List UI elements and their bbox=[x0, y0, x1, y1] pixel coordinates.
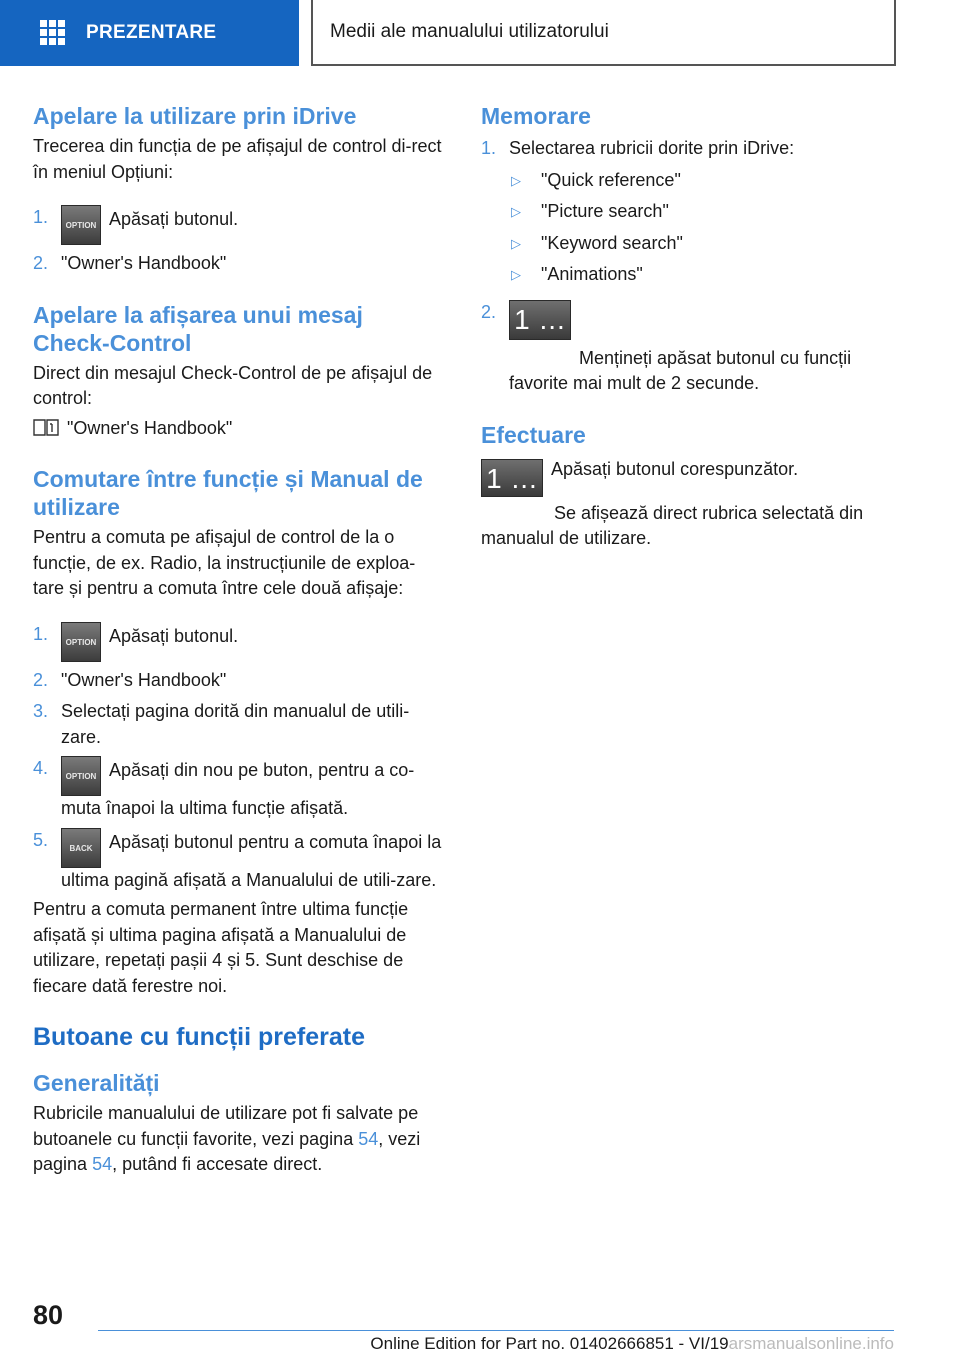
list-item bbox=[33, 828, 445, 894]
header-title: Medii ale manualului utilizatorului bbox=[330, 21, 609, 42]
header-section-label: PREZENTARE bbox=[86, 22, 217, 43]
bullet-item bbox=[481, 231, 901, 257]
header-section-tab[interactable] bbox=[0, 0, 299, 66]
step-number: 2. bbox=[33, 253, 49, 273]
section-title: Generalități bbox=[33, 1070, 160, 1096]
left-column bbox=[33, 100, 445, 1178]
bullet-item bbox=[481, 168, 901, 194]
bullet-text: "Quick reference" bbox=[541, 169, 681, 190]
chapter-title: Butoane cu funcții preferate bbox=[33, 1023, 365, 1051]
list-item bbox=[33, 699, 445, 750]
text-fragment: , putând fi accesate direct. bbox=[112, 1154, 323, 1174]
step-number: 5. bbox=[33, 829, 49, 850]
list-item bbox=[33, 416, 445, 442]
list-item bbox=[481, 136, 901, 162]
list-item bbox=[33, 756, 445, 822]
favorite-buttons-icon: 1 ... 7 bbox=[481, 459, 543, 497]
list-item bbox=[33, 205, 445, 245]
step-number: 1. bbox=[33, 623, 49, 644]
page-number: 80 bbox=[33, 1300, 64, 1330]
footer-divider bbox=[98, 1330, 894, 1331]
paragraph: Trecerea din funcția de pe afișajul de control di-rect în meniul Opțiuni: bbox=[33, 136, 442, 182]
paragraph: Pentru a comuta pe afișajul de control de la o funcție, de ex. Radio, la instrucțiunile de exploa-tare și pentru a comuta între cele două afișaje: bbox=[33, 527, 416, 598]
triangle-bullet-icon: ▷ bbox=[511, 235, 521, 251]
section-title: Apelare la afișarea unui mesaj Check-Control bbox=[33, 301, 363, 356]
step-text: Mențineți apăsat butonul cu funcții favorite mai mult de 2 secunde. bbox=[509, 347, 852, 393]
option-button-icon: OPTION bbox=[61, 205, 101, 245]
list-item bbox=[33, 668, 445, 694]
step-text: Selectați pagina dorită din manualul de utili-zare. bbox=[61, 701, 410, 747]
triangle-bullet-icon: ▷ bbox=[511, 172, 521, 188]
bullet-item bbox=[481, 199, 901, 225]
step-text: Apăsați din nou pe buton, pentru a co-muta înapoi la ultima funcție afișată. bbox=[61, 760, 415, 818]
paragraph bbox=[33, 1101, 445, 1178]
option-button-icon: OPTION bbox=[61, 622, 101, 662]
step-text: "Owner's Handbook" bbox=[61, 253, 227, 273]
list-item bbox=[33, 251, 445, 277]
footer-edition bbox=[98, 1334, 894, 1354]
paragraph: Se afișează direct rubrica selectată din manualul de utilizare. bbox=[481, 502, 864, 548]
section-title: Memorare bbox=[481, 103, 591, 129]
bullet-text: "Animations" bbox=[541, 264, 643, 284]
step-number: 2. bbox=[481, 301, 497, 322]
triangle-bullet-icon: ▷ bbox=[511, 267, 521, 282]
triangle-bullet-icon: ▷ bbox=[511, 204, 521, 219]
paragraph: Direct din mesajul Check-Control de pe afișajul de control: bbox=[33, 362, 433, 408]
bullet-text: "Keyword search" bbox=[541, 232, 683, 253]
item-text: "Owner's Handbook" bbox=[67, 417, 233, 438]
watermark-text: arsmanualsonline.info bbox=[728, 1334, 894, 1353]
text-fragment: Rubricile manualului de utilizare pot fi salvate pe butoanele cu funcții favorite, vezi pagina bbox=[33, 1103, 419, 1149]
right-column bbox=[481, 100, 901, 552]
step-number: 1. bbox=[33, 207, 49, 227]
text-fragment: , vezi pagina bbox=[33, 1128, 421, 1174]
step-number: 2. bbox=[33, 669, 49, 690]
step-text: "Owner's Handbook" bbox=[61, 669, 227, 690]
step-number: 3. bbox=[33, 701, 49, 721]
step-text: Selectarea rubricii dorite prin iDrive: bbox=[509, 138, 795, 158]
step-number: 4. bbox=[33, 758, 49, 778]
step-text: Apăsați butonul. bbox=[109, 625, 239, 646]
section-title: Apelare la utilizare prin iDrive bbox=[33, 103, 357, 129]
step-number: 1. bbox=[481, 138, 497, 158]
back-button-icon: BACK bbox=[61, 828, 101, 868]
bullet-item bbox=[481, 262, 901, 288]
section-title: Comutare între funcție și Manual de utilizare bbox=[33, 466, 423, 520]
bullet-text: "Picture search" bbox=[541, 201, 669, 221]
page-link[interactable]: 54 bbox=[92, 1154, 113, 1174]
step-text: Apăsați butonul pentru a comuta înapoi la ultima pagină afișată a Manualului de utili-zare. bbox=[61, 831, 442, 890]
favorite-buttons-icon: 1 ... 7 bbox=[509, 300, 571, 340]
book-icon bbox=[33, 418, 59, 436]
step-text: Apăsați butonul. bbox=[109, 209, 239, 229]
paragraph: Pentru a comuta permanent între ultima funcție afișată și ultima pagina afișată a Manualului de utilizare, repetați pașii 4 și 5. Sunt deschise de fiecare dată ferestre noi. bbox=[33, 899, 409, 996]
page-link[interactable]: 54 bbox=[358, 1128, 379, 1149]
option-button-icon: OPTION bbox=[61, 756, 101, 796]
instruction-text: Apăsați butonul corespunzător. bbox=[551, 458, 799, 479]
header-title-box bbox=[311, 0, 896, 66]
edition-text: Online Edition for Part no. 01402666851 - VI/19 bbox=[370, 1334, 729, 1353]
list-item bbox=[481, 300, 901, 397]
section-title: Efectuare bbox=[481, 421, 586, 448]
list-item bbox=[33, 622, 445, 662]
grid-menu-icon bbox=[40, 20, 66, 46]
